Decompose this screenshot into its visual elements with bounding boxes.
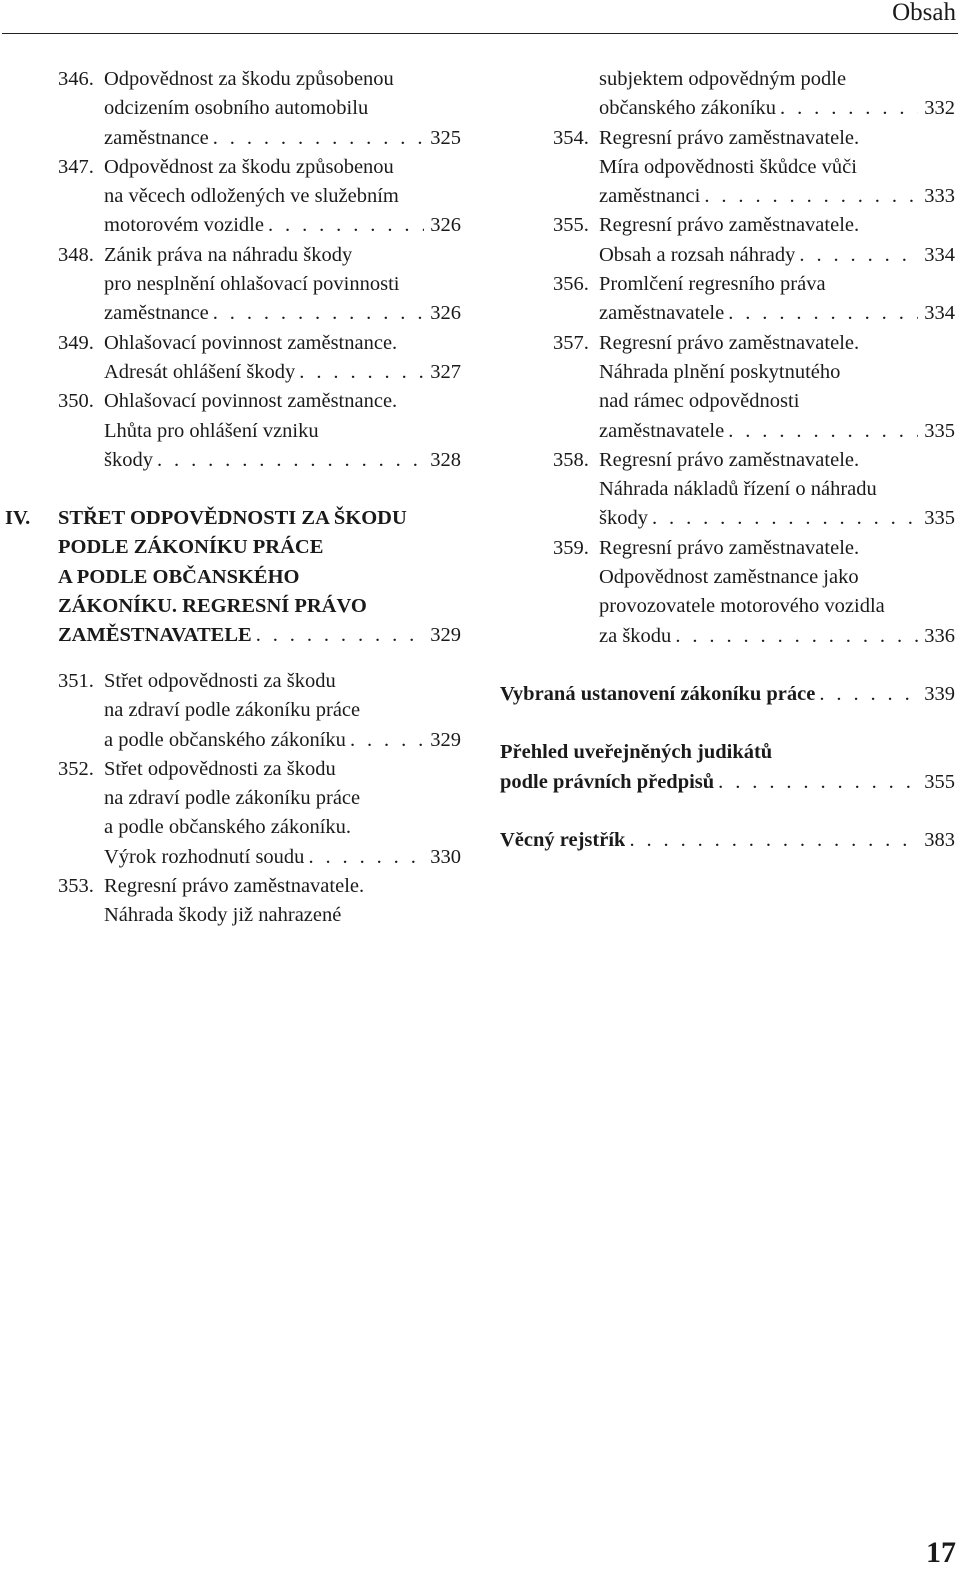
- entry-title-text: na zdraví podle zákoníku práce: [104, 787, 361, 810]
- entry-title-text: zaměstnavatele: [599, 419, 725, 442]
- chapter-title-text: PODLE ZÁKONÍKU PRÁCE: [58, 536, 324, 559]
- entry-title-text: na zdraví podle zákoníku práce: [104, 699, 361, 722]
- entry-title-line: [58, 65, 461, 94]
- entry-title-line: [58, 872, 461, 901]
- entry-title-text: Lhůta pro ohlášení vzniku: [104, 419, 319, 442]
- chapter-title-line: [58, 504, 461, 533]
- entry-title-text: zaměstnance: [104, 302, 209, 325]
- entry-title-text: Ohlašovací povinnost zaměstnance.: [104, 390, 398, 413]
- entry-title-line: [553, 563, 955, 592]
- entry-title-line: [553, 475, 955, 504]
- entry-title-text: Náhrada plnění poskytnutého: [599, 360, 841, 383]
- entry-page-number: 326: [430, 302, 461, 325]
- entry-title-line: [58, 784, 461, 813]
- toc-entry[interactable]: [58, 329, 461, 388]
- entry-number: 358.: [553, 448, 589, 471]
- toc-appendix-sections: [500, 680, 955, 884]
- entry-title-text: Regresní právo zaměstnavatele.: [599, 536, 860, 559]
- entry-title-text: subjektem odpovědným podle: [599, 68, 847, 90]
- toc-entry[interactable]: [553, 65, 955, 124]
- chapter-title-line: [58, 563, 461, 592]
- entry-title-line: [58, 94, 461, 123]
- entry-title-text: škody: [599, 507, 648, 530]
- chapter-number: IV.: [5, 507, 31, 529]
- entry-title-text: Ohlašovací povinnost zaměstnance.: [104, 331, 398, 354]
- dot-leader: [252, 621, 425, 650]
- dot-leader: [815, 680, 918, 709]
- toc-entry[interactable]: [58, 241, 461, 329]
- entry-title-text: Regresní právo zaměstnavatele.: [599, 331, 860, 354]
- dot-leader: [671, 622, 918, 651]
- toc-entry[interactable]: [58, 387, 461, 475]
- chapter-title-text: STŘET ODPOVĚDNOSTI ZA ŠKODU: [58, 507, 407, 529]
- entry-title-text: Adresát ohlášení škody: [104, 360, 296, 383]
- chapter-title-line: [58, 533, 461, 562]
- entry-title-line: [553, 299, 955, 328]
- entry-title-text: Střet odpovědnosti za škodu: [104, 757, 336, 780]
- entry-title-line: [58, 726, 461, 755]
- dot-leader: [209, 124, 425, 153]
- entry-title-text: Náhrada nákladů řízení o náhradu: [599, 478, 877, 501]
- entry-page-number: 334: [924, 302, 955, 325]
- entry-title-text: zaměstnance: [104, 126, 209, 149]
- appendix-entry[interactable]: [500, 680, 955, 709]
- entry-title-line: [58, 755, 461, 784]
- toc-right-column: [553, 65, 955, 651]
- header-rule: [2, 33, 958, 34]
- entry-page-number: 334: [924, 243, 955, 266]
- entry-title-text: Regresní právo zaměstnavatele.: [599, 214, 860, 237]
- appendix-title-line: [500, 768, 955, 797]
- entry-title-line: [553, 153, 955, 182]
- dot-leader: [776, 94, 918, 123]
- dot-leader: [209, 299, 425, 328]
- toc-entry[interactable]: [58, 65, 461, 153]
- entry-title-text: za škodu: [599, 624, 672, 647]
- dot-leader: [153, 446, 424, 475]
- entry-number: 349.: [58, 331, 94, 354]
- dot-leader: [625, 826, 918, 855]
- chapter-title: [58, 504, 461, 650]
- entry-title-line: [553, 65, 955, 94]
- entry-title-text: Odpovědnost za škodu způsobenou: [104, 155, 394, 178]
- page-number: 17: [926, 1536, 956, 1569]
- entry-number: 355.: [553, 214, 589, 237]
- chapter-title-text: ZAMĚSTNAVATELE: [58, 624, 252, 647]
- appendix-title-text: podle právních předpisů: [500, 770, 715, 793]
- entry-title-line: [58, 241, 461, 270]
- entry-title-text: Náhrada škody již nahrazené: [104, 904, 342, 927]
- dot-leader: [304, 843, 424, 872]
- entry-page-number: 325: [430, 126, 461, 149]
- toc-left-column-bottom: [58, 667, 461, 931]
- entry-title-line: [58, 329, 461, 358]
- entry-title-line: [58, 417, 461, 446]
- entry-number: 359.: [553, 536, 589, 559]
- appendix-title-text: Vybraná ustanovení zákoníku práce: [500, 683, 816, 705]
- entry-title-line: [553, 270, 955, 299]
- page-header-title: Obsah: [892, 0, 956, 26]
- entry-title-text: odcizením osobního automobilu: [104, 97, 369, 120]
- entry-title-text: zaměstnavatele: [599, 302, 725, 325]
- toc-entry[interactable]: [553, 211, 955, 270]
- entry-title-line: [553, 241, 955, 270]
- chapter-title-line: [58, 592, 461, 621]
- entry-title-line: [553, 446, 955, 475]
- entry-page-number: 332: [924, 97, 955, 120]
- entry-page-number: 335: [924, 419, 955, 442]
- entry-title-line: [58, 696, 461, 725]
- toc-entry[interactable]: [553, 124, 955, 212]
- entry-title-line: [58, 813, 461, 842]
- toc-entry[interactable]: [553, 329, 955, 446]
- entry-title-line: [553, 358, 955, 387]
- entry-title-line: [58, 387, 461, 416]
- dot-leader: [346, 726, 424, 755]
- entry-title-text: Zánik práva na náhradu škody: [104, 243, 353, 266]
- entry-title-line: [553, 534, 955, 563]
- entry-title-line: [58, 270, 461, 299]
- dot-leader: [795, 241, 918, 270]
- entry-title-line: [58, 299, 461, 328]
- entry-title-text: Obsah a rozsah náhrady: [599, 243, 796, 266]
- entry-number: 348.: [58, 243, 94, 266]
- toc-entry[interactable]: [58, 153, 461, 241]
- entry-title-line: [553, 504, 955, 533]
- dot-leader: [714, 768, 918, 797]
- appendix-title-text: Věcný rejstřík: [500, 828, 626, 851]
- appendix-entry[interactable]: [500, 738, 955, 797]
- toc-entry[interactable]: [553, 446, 955, 534]
- appendix-title-text: Přehled uveřejněných judikátů: [500, 741, 773, 764]
- entry-number: 354.: [553, 126, 589, 149]
- entry-title-text: provozovatele motorového vozidla: [599, 595, 885, 618]
- entry-title-line: [553, 182, 955, 211]
- chapter-title-text: A PODLE OBČANSKÉHO: [58, 565, 300, 588]
- entry-title-line: [58, 901, 461, 930]
- entry-title-text: Střet odpovědnosti za škodu: [104, 670, 336, 692]
- entry-title-line: [553, 622, 955, 651]
- appendix-page-number: 355: [924, 770, 955, 793]
- toc-entry[interactable]: [58, 755, 461, 872]
- entry-number: 351.: [58, 670, 94, 692]
- entry-title-text: a podle občanského zákoníku.: [104, 816, 352, 839]
- entry-title-line: [553, 387, 955, 416]
- entry-title-line: [58, 446, 461, 475]
- entry-title-line: [553, 124, 955, 153]
- dot-leader: [724, 299, 918, 328]
- appendix-page-number: 339: [924, 683, 955, 705]
- entry-number: 353.: [58, 875, 94, 898]
- entry-title-line: [58, 153, 461, 182]
- entry-title-line: [553, 94, 955, 123]
- appendix-title-line: [500, 826, 955, 855]
- toc-entry[interactable]: [58, 872, 461, 931]
- entry-title-text: zaměstnanci: [599, 185, 701, 208]
- appendix-title-line: [500, 680, 955, 709]
- entry-title-text: Odpovědnost zaměstnance jako: [599, 566, 859, 589]
- entry-page-number: 330: [430, 845, 461, 868]
- entry-number: 357.: [553, 331, 589, 354]
- entry-title-text: Míra odpovědnosti škůdce vůči: [599, 155, 857, 178]
- entry-title-text: občanského zákoníku: [599, 97, 777, 120]
- entry-title-text: a podle občanského zákoníku: [104, 728, 346, 751]
- entry-number: 346.: [58, 68, 94, 90]
- entry-number: 352.: [58, 757, 94, 780]
- entry-title-text: Regresní právo zaměstnavatele.: [104, 875, 365, 898]
- entry-title-line: [553, 417, 955, 446]
- entry-title-text: Odpovědnost za škodu způsobenou: [104, 68, 394, 90]
- entry-number: 356.: [553, 273, 589, 296]
- dot-leader: [700, 182, 918, 211]
- entry-page-number: 329: [430, 728, 461, 751]
- toc-left-column-top: [58, 65, 461, 475]
- entry-page-number: 336: [924, 624, 955, 647]
- entry-title-text: na věcech odložených ve služebním: [104, 185, 399, 208]
- entry-title-text: Regresní právo zaměstnavatele.: [599, 126, 860, 149]
- entry-title-line: [58, 667, 461, 696]
- chapter-title-text: ZÁKONÍKU. REGRESNÍ PRÁVO: [58, 594, 367, 617]
- entry-page-number: 335: [924, 507, 955, 530]
- entry-title-text: Regresní právo zaměstnavatele.: [599, 448, 860, 471]
- entry-title-text: Výrok rozhodnutí soudu: [104, 845, 305, 868]
- entry-title-line: [553, 211, 955, 240]
- entry-page-number: 328: [430, 448, 461, 471]
- entry-number: 347.: [58, 155, 94, 178]
- entry-title-line: [58, 211, 461, 240]
- entry-page-number: 333: [924, 185, 955, 208]
- entry-page-number: 327: [430, 360, 461, 383]
- dot-leader: [648, 504, 918, 533]
- appendix-title-line: [500, 738, 955, 767]
- chapter-title-line: [58, 621, 461, 650]
- entry-page-number: 326: [430, 214, 461, 237]
- toc-entry[interactable]: [553, 270, 955, 329]
- toc-entry[interactable]: [553, 534, 955, 651]
- entry-title-text: motorovém vozidle: [104, 214, 264, 237]
- entry-title-line: [553, 329, 955, 358]
- entry-number: 350.: [58, 390, 94, 413]
- dot-leader: [264, 211, 424, 240]
- entry-title-text: pro nesplnění ohlašovací povinnosti: [104, 273, 400, 296]
- entry-title-text: nad rámec odpovědnosti: [599, 390, 800, 413]
- dot-leader: [724, 417, 918, 446]
- entry-title-line: [58, 124, 461, 153]
- appendix-entry[interactable]: [500, 826, 955, 855]
- entry-title-text: škody: [104, 448, 153, 471]
- appendix-page-number: 383: [924, 828, 955, 851]
- entry-title-line: [58, 358, 461, 387]
- entry-title-line: [58, 182, 461, 211]
- entry-title-text: Promlčení regresního práva: [599, 273, 826, 296]
- toc-entry[interactable]: [58, 667, 461, 755]
- chapter-page-number: 329: [430, 624, 461, 647]
- entry-title-line: [58, 843, 461, 872]
- dot-leader: [295, 358, 424, 387]
- entry-title-line: [553, 592, 955, 621]
